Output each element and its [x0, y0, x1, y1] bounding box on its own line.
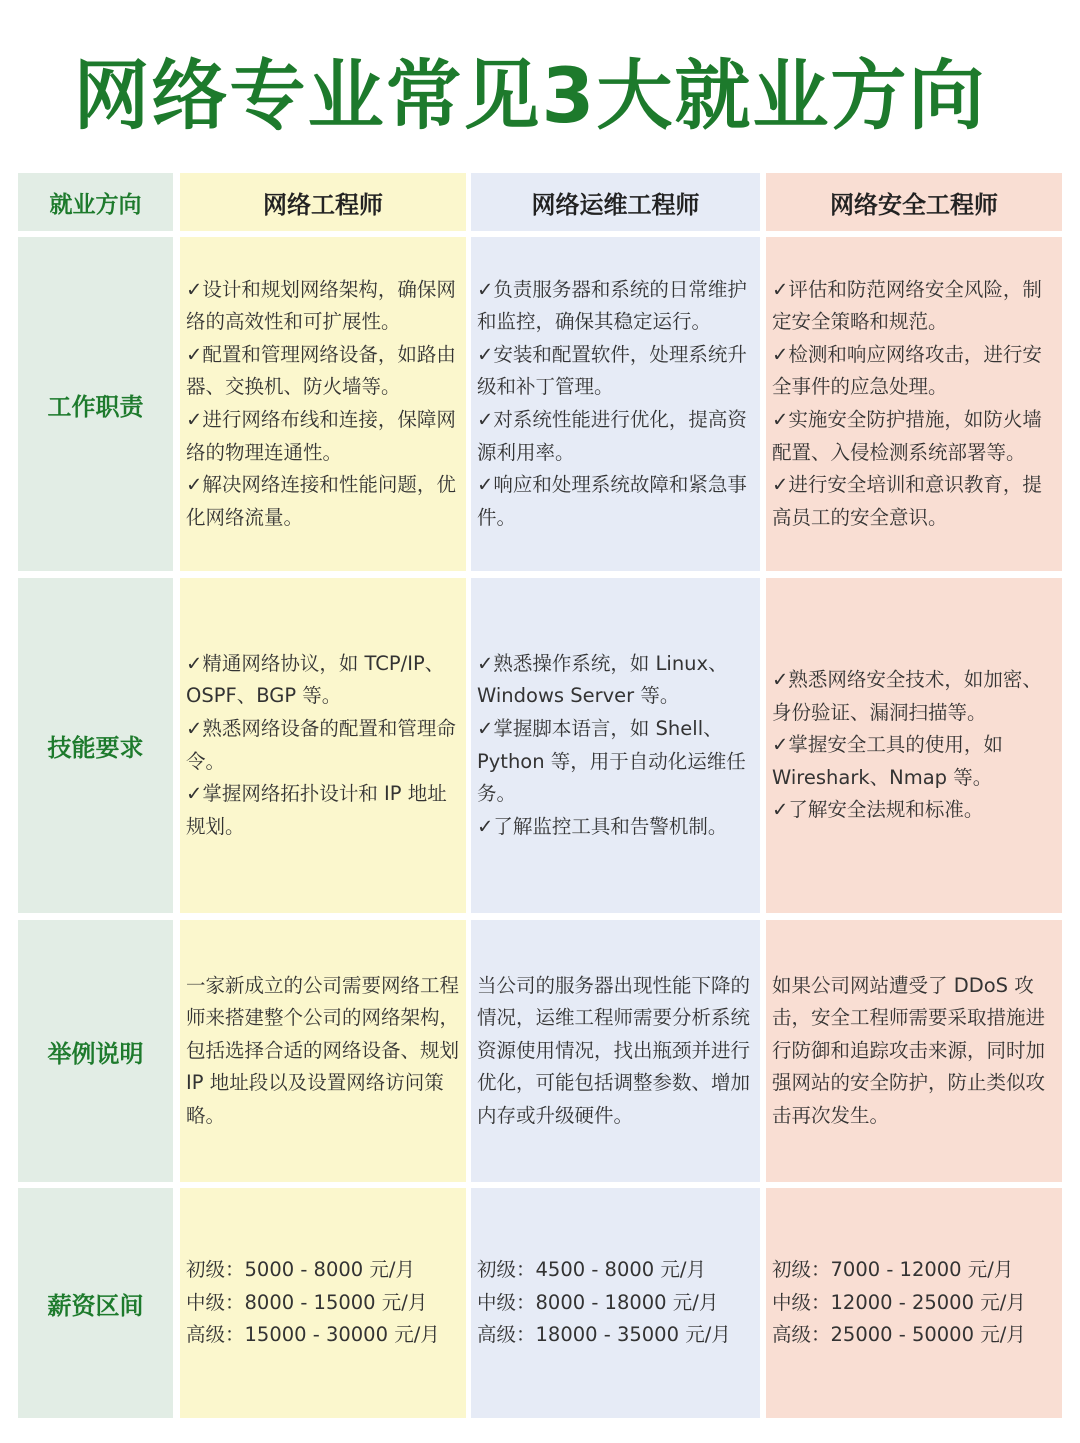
row-label: 举例说明 — [47, 1039, 144, 1068]
salary-line: 中级：12000 - 25000 元/月 — [772, 1290, 1026, 1314]
cell-content — [180, 648, 466, 844]
table-corner-label: 就业方向 — [49, 191, 142, 218]
table-cell — [471, 1188, 760, 1418]
list-item: ✓掌握脚本语言，如 Shell、Python 等，用于自动化运维任务。 — [477, 716, 746, 806]
cell-content — [766, 274, 1062, 535]
cell-content — [471, 1254, 760, 1352]
salary-line: 初级：7000 - 12000 元/月 — [772, 1258, 1014, 1282]
list-item: ✓熟悉操作系统，如 Linux、Windows Server 等。 — [477, 651, 728, 708]
cell-content — [766, 664, 1062, 827]
list-item: ✓解决网络连接和性能问题，优化网络流量。 — [186, 473, 456, 529]
column-header-network-engineer — [180, 173, 466, 231]
list-item: ✓响应和处理系统故障和紧急事件。 — [477, 473, 747, 529]
list-item: ✓安装和配置软件，处理系统升级和补丁管理。 — [477, 342, 747, 399]
salary-line: 高级：25000 - 50000 元/月 — [772, 1323, 1026, 1347]
list-item: ✓掌握安全工具的使用，如 Wireshark、Nmap 等。 — [772, 733, 1003, 789]
table-cell — [766, 1188, 1062, 1418]
list-item: ✓实施安全防护措施，如防火墙配置、入侵检测系统部署等。 — [772, 408, 1042, 464]
list-item: ✓设计和规划网络架构，确保网络的高效性和可扩展性。 — [186, 277, 456, 334]
page-title: 网络专业常见3大就业方向 — [73, 51, 987, 140]
list-item: ✓熟悉网络安全技术，如加密、身份验证、漏洞扫描等。 — [772, 668, 1042, 724]
cell-content — [471, 274, 760, 535]
table-cell — [471, 578, 760, 913]
cell-content — [471, 970, 760, 1133]
example-text: 如果公司网站遭受了 DDoS 攻击，安全工程师需要采取措施进行防御和追踪攻击来源，同时加强网站的安全防护，防止类似攻击再次发生。 — [772, 973, 1046, 1127]
salary-line: 初级：5000 - 8000 元/月 — [186, 1258, 415, 1282]
list-item: ✓掌握网络拓扑设计和 IP 地址规划。 — [186, 782, 447, 838]
column-header-label: 网络安全工程师 — [830, 190, 998, 219]
row-label-cell-examples — [18, 920, 173, 1182]
list-item: ✓进行安全培训和意识教育，提高员工的安全意识。 — [772, 473, 1042, 529]
list-item: ✓进行网络布线和连接，保障网络的物理连通性。 — [186, 408, 456, 464]
row-label: 工作职责 — [47, 392, 144, 421]
list-item: ✓检测和响应网络攻击，进行安全事件的应急处理。 — [772, 342, 1042, 399]
column-header-label: 网络运维工程师 — [531, 190, 700, 219]
row-label-cell-skills — [18, 578, 173, 913]
column-header-label: 网络工程师 — [263, 190, 383, 219]
list-item: ✓配置和管理网络设备，如路由器、交换机、防火墙等。 — [186, 342, 456, 399]
cell-content — [471, 648, 760, 844]
table-cell — [766, 920, 1062, 1182]
example-text: 一家新成立的公司需要网络工程师来搭建整个公司的网络架构，包括选择合适的网络设备、规划 IP 地址段以及设置网络访问策略。 — [186, 973, 460, 1127]
column-header-security-engineer — [766, 173, 1062, 231]
table-cell — [180, 1188, 466, 1418]
row-label-cell-duties — [18, 237, 173, 571]
row-label: 技能要求 — [47, 734, 144, 762]
row-label-cell-salary — [18, 1188, 173, 1418]
salary-line: 中级：8000 - 18000 元/月 — [477, 1290, 719, 1314]
table-cell — [766, 237, 1062, 571]
table-cell — [180, 578, 466, 913]
cell-content — [180, 970, 466, 1133]
cell-content — [766, 970, 1062, 1133]
list-item: ✓了解安全法规和标准。 — [772, 798, 984, 822]
column-header-ops-engineer — [471, 173, 760, 231]
table-corner-cell — [18, 173, 173, 231]
salary-line: 初级：4500 - 8000 元/月 — [477, 1258, 706, 1282]
cell-content — [180, 1254, 466, 1352]
cell-content — [180, 274, 466, 535]
list-item: ✓了解监控工具和告警机制。 — [477, 814, 728, 838]
list-item: ✓熟悉网络设备的配置和管理命令。 — [186, 716, 456, 773]
list-item: ✓精通网络协议，如 TCP/IP、OSPF、BGP 等。 — [186, 651, 445, 708]
cell-content — [766, 1254, 1062, 1352]
example-text: 当公司的服务器出现性能下降的情况，运维工程师需要分析系统资源使用情况，找出瓶颈并进行优化，可能包括调整参数、增加内存或升级硬件。 — [477, 973, 751, 1127]
table-cell — [180, 920, 466, 1182]
list-item: ✓评估和防范网络安全风险，制定安全策略和规范。 — [772, 277, 1042, 334]
table-cell — [471, 920, 760, 1182]
list-item: ✓对系统性能进行优化，提高资源利用率。 — [477, 408, 747, 464]
table-cell — [471, 237, 760, 571]
row-label: 薪资区间 — [47, 1291, 144, 1320]
table-cell — [766, 578, 1062, 913]
table-cell — [180, 237, 466, 571]
list-item: ✓负责服务器和系统的日常维护和监控，确保其稳定运行。 — [477, 277, 747, 334]
salary-line: 高级：18000 - 35000 元/月 — [477, 1323, 731, 1347]
salary-line: 高级：15000 - 30000 元/月 — [186, 1323, 440, 1347]
salary-line: 中级：8000 - 15000 元/月 — [186, 1290, 428, 1314]
